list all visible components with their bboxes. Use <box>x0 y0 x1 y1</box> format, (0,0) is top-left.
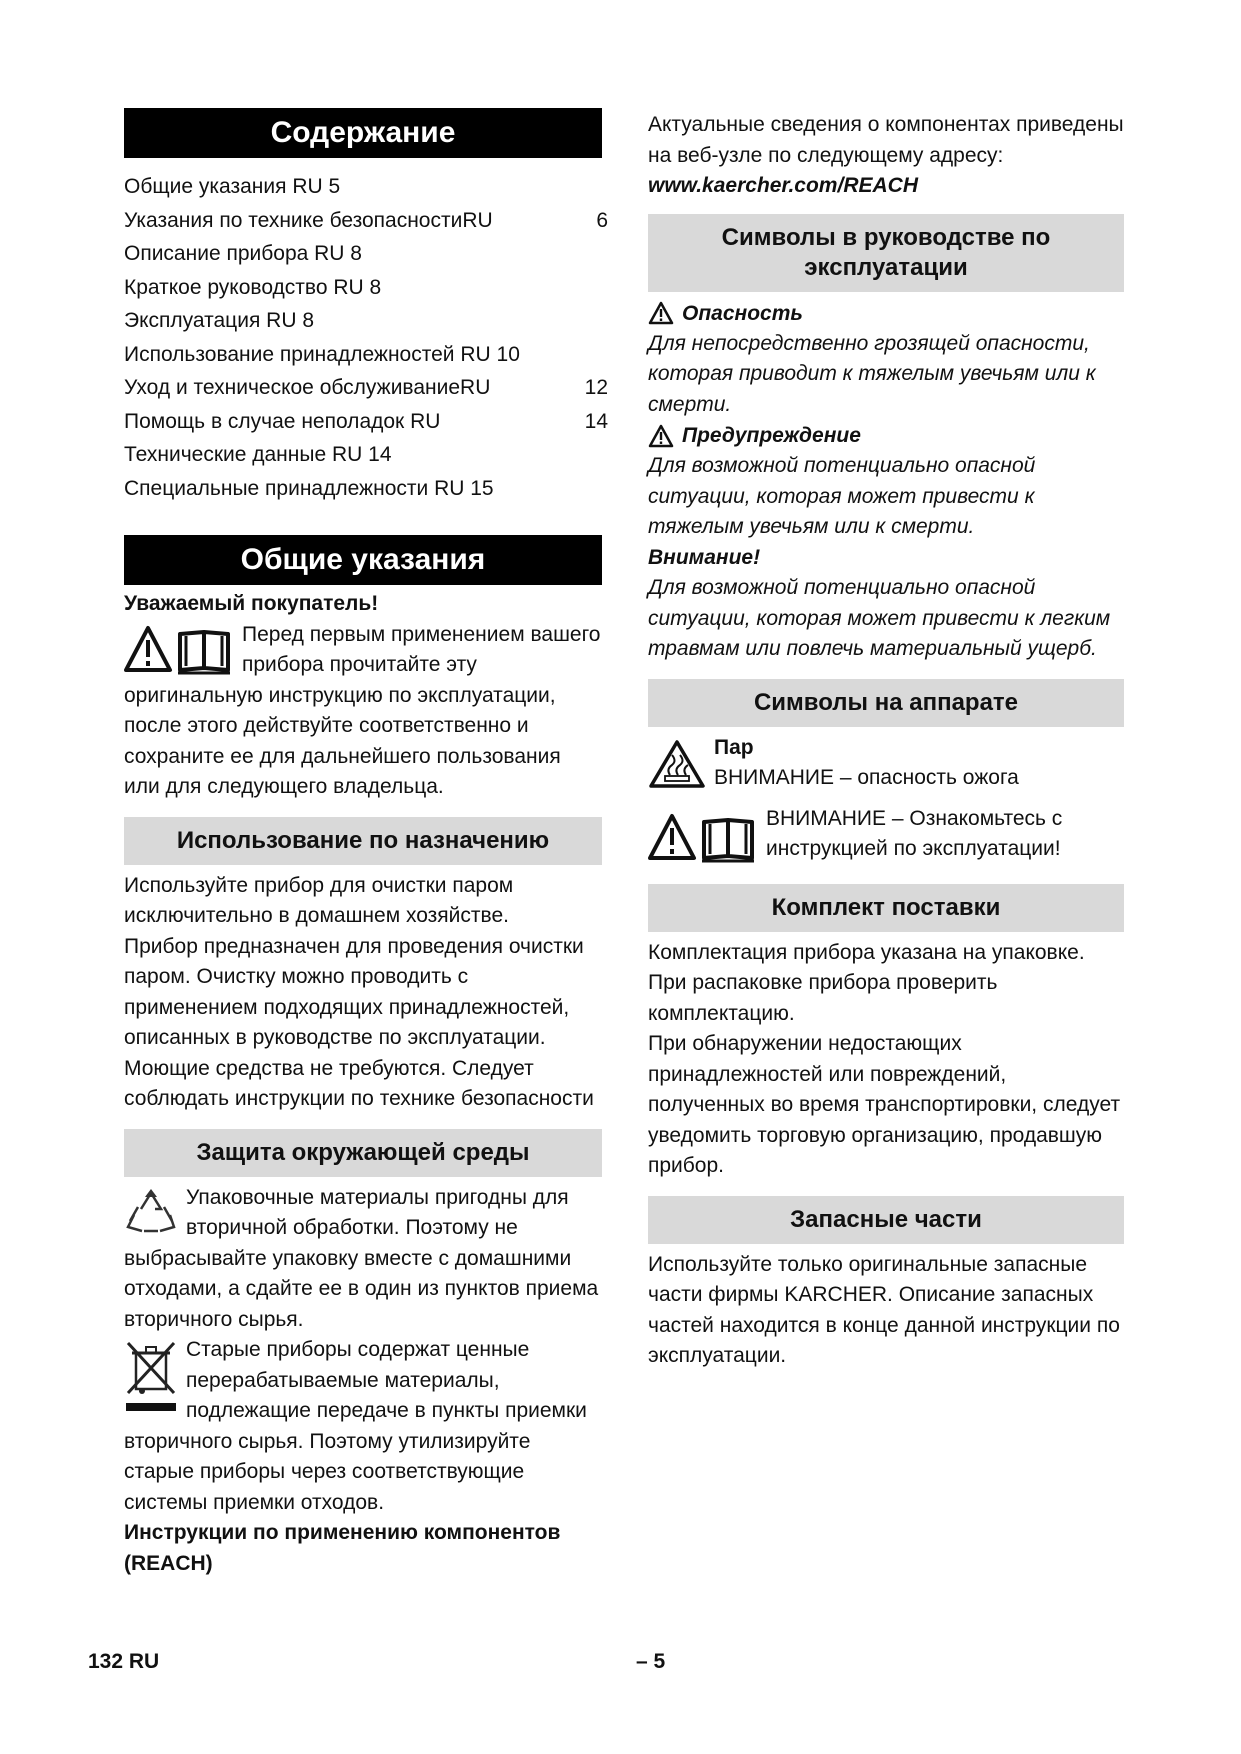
table-of-contents <box>124 170 608 505</box>
caution-label: Внимание! <box>648 545 761 569</box>
toc-item[interactable]: Описание прибора RU 8 <box>124 242 362 265</box>
warning-read-manual-icon <box>124 624 234 676</box>
toc-item[interactable]: Краткое руководство RU 8 <box>124 275 382 299</box>
recycle-text: Упаковочные материалы пригодны для вторичной обработки. Поэтому не выбрасывайте упаковку вместе с домашними отходами, а сдайте ее в один из пунктов приема вторичного сырья. <box>124 1185 599 1331</box>
device-symbols-heading: Символы на аппарате <box>648 679 1124 727</box>
delivery-p2: При обнаружении недостающих принадлежностей или повреждений, полученных во время транспортировки, следует уведомить торговую организацию, продавшую прибор. <box>648 1032 1121 1177</box>
intro-block <box>124 620 602 803</box>
environment-heading: Защита окружающей среды <box>124 1129 602 1177</box>
usage-p2: Прибор предназначен для проведения очистки паром. Очистку можно проводить с применением подходящих принадлежностей, описанных в руководстве по эксплуатации. Моющие средства не требуются. Следует соблюдать инструкции по технике безопасности <box>124 934 594 1110</box>
warning-triangle-icon <box>648 424 674 448</box>
footer-page-label: 132 RU <box>88 1650 160 1673</box>
usage-p1: Используйте прибор для очистки паром исключительно в домашнем хозяйстве. <box>124 873 514 927</box>
crossed-bin-icon <box>124 1339 178 1415</box>
manual-symbols-heading: Символы в руководстве по эксплуатации <box>648 214 1124 292</box>
steam-text: ВНИМАНИЕ – опасность ожога <box>714 766 1019 789</box>
greeting: Уважаемый покупатель! <box>124 592 379 615</box>
left-column <box>124 108 608 1579</box>
spare-parts-heading: Запасные части <box>648 1196 1124 1244</box>
hot-steam-warning-icon <box>648 739 706 789</box>
usage-heading: Использование по назначению <box>124 817 602 865</box>
steam-block <box>648 733 1124 794</box>
caution-text: Для возможной потенциально опасной ситуации, которая может привести к легким травмам или повлечь материальный ущерб. <box>648 576 1111 660</box>
toc-item[interactable]: Уход и техническое обслуживаниеRU 12 <box>124 376 608 399</box>
steam-label: Пар <box>714 735 754 759</box>
delivery-heading: Комплект поставки <box>648 884 1124 932</box>
reach-text: Актуальные сведения о компонентах приведены на веб-узле по следующему адресу: <box>648 113 1124 167</box>
danger-text: Для непосредственно грозящей опасности, которая приводит к тяжелым увечьям или к смерти. <box>648 331 1096 416</box>
spare-parts-text: Используйте только оригинальные запасные части фирмы KARCHER. Описание запасных частей находится в конце данной инструкции по эксплуатации. <box>648 1252 1120 1367</box>
delivery-p1: Комплектация прибора указана на упаковке. При распаковке прибора проверить комплектацию. <box>648 940 1085 1025</box>
weee-text: Старые приборы содержат ценные перерабатываемые материалы, подлежащие передаче в пункты приемки вторичного сырья. Поэтому утилизируйте старые приборы через соответствующие системы приемки отходов. <box>124 1338 587 1514</box>
danger-label: Опасность <box>682 301 803 325</box>
toc-item[interactable]: Специальные принадлежности RU 15 <box>124 476 494 500</box>
reach-url-link[interactable]: www.kaercher.com/REACH <box>648 174 918 197</box>
recycle-block <box>124 1183 602 1336</box>
reach-heading: Инструкции по применению компонентов (REACH) <box>124 1521 561 1575</box>
toc-item[interactable]: Указания по технике безопасностиRU 6 <box>124 208 608 232</box>
warning-row <box>648 420 1124 451</box>
weee-block <box>124 1335 602 1518</box>
warning-triangle-icon <box>648 301 674 325</box>
footer-page-number: – 5 <box>636 1650 666 1673</box>
toc-heading: Содержание <box>124 108 602 158</box>
toc-item[interactable]: Технические данные RU 14 <box>124 443 392 466</box>
read-manual-text: ВНИМАНИЕ – Ознакомьтесь с инструкцией по эксплуатации! <box>766 806 1063 860</box>
toc-item[interactable]: Использование принадлежностей RU 10 <box>124 342 520 366</box>
warning-text: Для возможной потенциально опасной ситуации, которая может привести к тяжелым увечьям или к смерти. <box>648 454 1036 538</box>
general-heading: Общие указания <box>124 535 602 585</box>
recycle-icon <box>124 1187 178 1237</box>
toc-item[interactable]: Общие указания RU 5 <box>124 175 341 198</box>
danger-row <box>648 298 1124 329</box>
warning-read-manual-icon <box>648 812 758 864</box>
warning-label: Предупреждение <box>682 424 861 447</box>
read-manual-block <box>648 804 1124 866</box>
intro-text: Перед первым применением вашего прибора прочитайте эту оригинальную инструкцию по эксплуатации, после этого действуйте соответственно и сохраните ее для дальнейшего пользования или для следующего владельца. <box>124 622 601 798</box>
right-column <box>648 110 1124 1372</box>
toc-item[interactable]: Эксплуатация RU 8 <box>124 309 314 332</box>
toc-item[interactable]: Помощь в случае неполадок RU 14 <box>124 409 608 433</box>
